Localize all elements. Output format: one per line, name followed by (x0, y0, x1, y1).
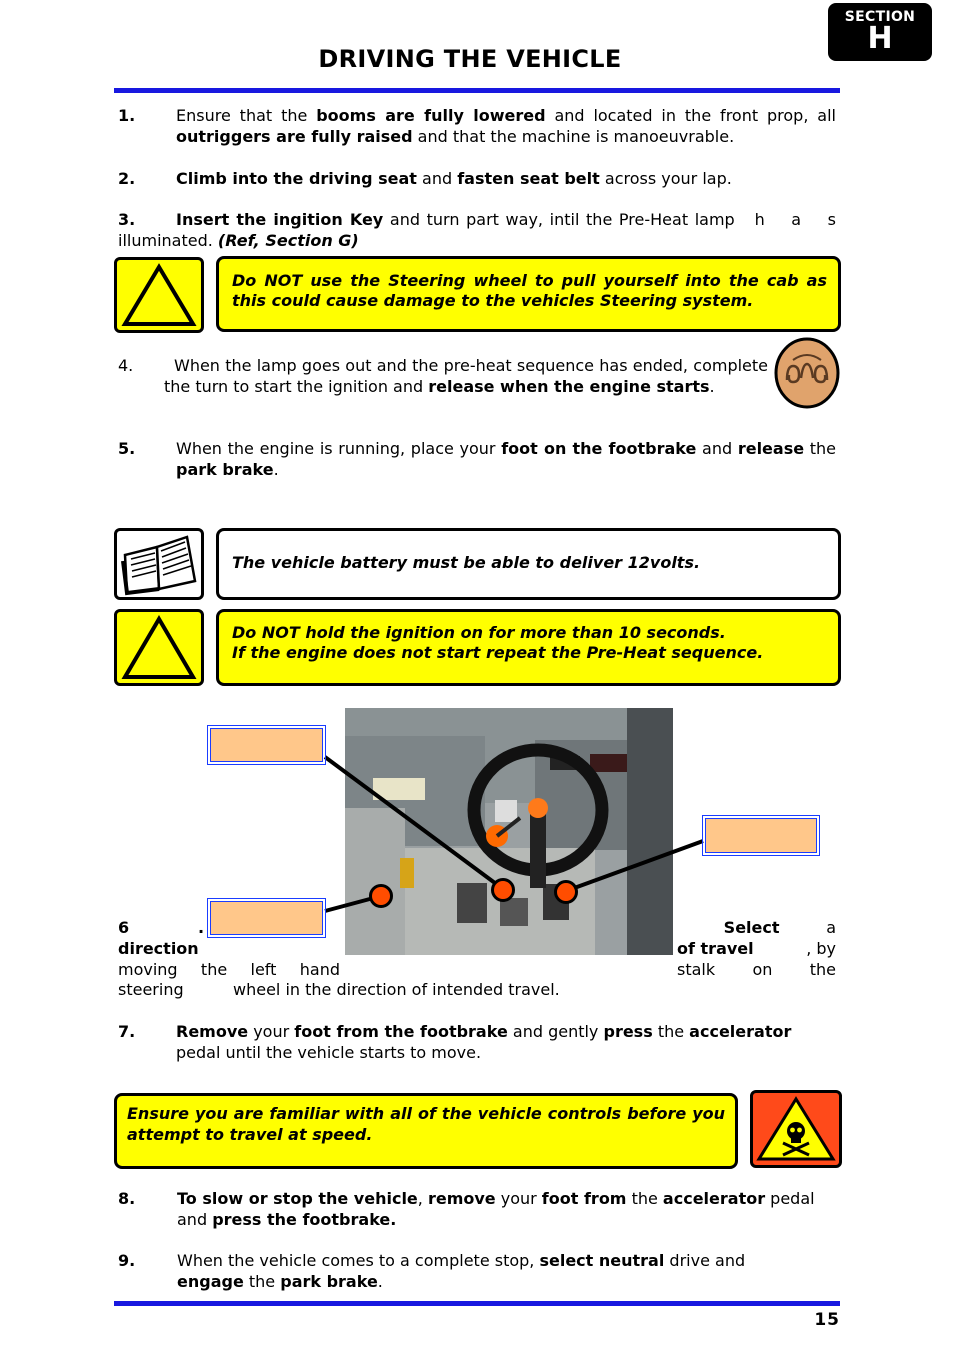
step-6-left-2: moving the left hand (118, 960, 340, 979)
step-9-text: When the vehicle comes to a complete stop, select neutral drive and engage the park brake. (177, 1251, 746, 1291)
marker-dot (491, 878, 515, 902)
step-number: 6 (118, 918, 130, 937)
step-6-dot: . (198, 918, 205, 937)
step-number: 3. (118, 210, 136, 229)
step-6-left-3: steering (118, 980, 184, 999)
marker-dot (369, 884, 393, 908)
step-number: 5. (118, 439, 136, 458)
step-6-bottom: wheel in the direction of intended travel. (233, 980, 560, 999)
step-number: 1. (118, 106, 136, 125)
step-6-right-2: of travel , by (677, 939, 836, 958)
warning-line-2: If the engine does not start repeat the Pre-Heat sequence. (232, 643, 764, 662)
page-number: 15 (814, 1310, 840, 1330)
step-4-text: When the lamp goes out and the pre-heat sequence has ended, complete the turn to start the ignition and release when the engine starts. (164, 356, 768, 396)
page-title: DRIVING THE VEHICLE (318, 45, 622, 73)
callout-label-box (705, 818, 817, 853)
warning-line-1: Do NOT hold the ignition on for more than 10 seconds. (232, 623, 726, 642)
step-number: 8. (118, 1189, 136, 1208)
section-label: SECTION (844, 9, 916, 25)
bottom-rule (114, 1301, 840, 1306)
step-8-text: To slow or stop the vehicle, remove your foot from the accelerator pedal and press the footbrake. (177, 1189, 815, 1229)
section-letter: H (867, 21, 893, 56)
step-3-text: Insert the ingition Key and turn part way, intil the Pre-Heat lamp h a s illuminated. (Ref, Section G) (118, 210, 842, 250)
step-6-left-1: direction (118, 939, 199, 958)
step-6-right-1: Select a (723, 918, 836, 937)
marker-dot (554, 880, 578, 904)
skull-crossbones-icon (750, 1090, 842, 1168)
danger-text: Ensure you are familiar with all of the vehicle controls before you attempt to travel at speed. (127, 1104, 725, 1144)
step-number: 9. (118, 1251, 136, 1270)
step-number: 7. (118, 1022, 136, 1041)
callout-label-box (210, 728, 323, 762)
step-1-text: Ensure that the booms are fully lowered and located in the front prop, all outriggers are fully raised and that the machine is manoeuvrable. (176, 106, 837, 146)
step-7-text: Remove your foot from the footbrake and gently press the accelerator pedal until the vehicle starts to move. (176, 1022, 792, 1062)
step-2-text: Climb into the driving seat and fasten seat belt across your lap. (176, 169, 732, 188)
step-number: 2. (118, 169, 136, 188)
warning-text: Do NOT use the Steering wheel to pull yourself into the cab as this could cause damage to the vehicles Steering system. (232, 271, 827, 310)
step-number: 4. (118, 356, 134, 375)
step-6-right-3: stalk on the (677, 960, 836, 979)
callout-label-box (210, 901, 323, 935)
danger-notice (114, 1093, 738, 1169)
note-text: The vehicle battery must be able to deliver 12volts. (232, 553, 701, 572)
step-5-text: When the engine is running, place your foot on the footbrake and release the park brake. (176, 439, 837, 479)
